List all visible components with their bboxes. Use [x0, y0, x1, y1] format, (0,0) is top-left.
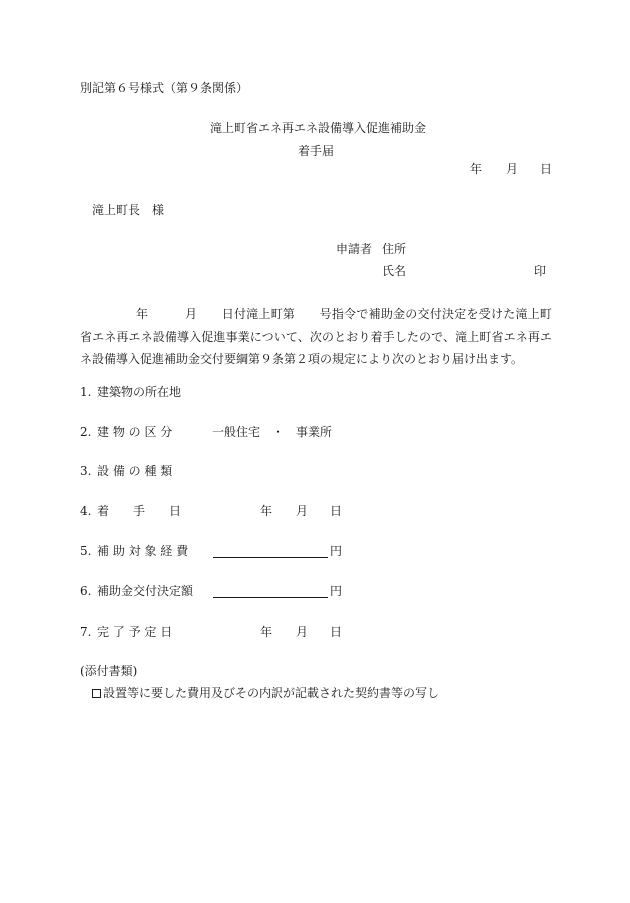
- seal-mark: 印: [534, 264, 547, 278]
- item-label-building-type: 建 物 の 区 分: [97, 425, 173, 439]
- body-month: 月: [184, 307, 198, 321]
- item-label-completion-date: 完 了 予 定 日: [97, 625, 173, 639]
- grant-amount-unit: 円: [330, 584, 343, 598]
- eligible-cost-blank: [213, 557, 328, 558]
- body-year: 年: [136, 307, 149, 321]
- start-date-day: 日: [330, 504, 343, 518]
- building-type-options: 一般住宅 ・ 事業所: [212, 425, 333, 439]
- body-paragraph: [80, 303, 552, 371]
- document-title: 滝上町省エネ再エネ設備導入促進補助金: [210, 121, 427, 135]
- item-number: 4.: [80, 504, 92, 518]
- eligible-cost-unit: 円: [330, 544, 343, 558]
- attachment-item: [92, 687, 439, 699]
- grant-amount-blank: [213, 597, 328, 598]
- item-number: 6.: [80, 584, 92, 598]
- item-label-eligible-cost: 補 助 対 象 経 費: [97, 544, 189, 558]
- applicant-name-label: 氏名: [382, 264, 407, 278]
- item-number: 7.: [80, 625, 92, 639]
- date-month: 月: [506, 162, 519, 176]
- item-label-equipment-type: 設 備 の 種 類: [97, 464, 173, 478]
- item-label-location: 建築物の所在地: [97, 385, 182, 399]
- attachment-item-text: 設置等に要した費用及びその内訳が記載された契約書等の写し: [103, 686, 440, 700]
- applicant-address-label: 住所: [382, 242, 407, 256]
- addressee: 滝上町長 様: [92, 203, 165, 217]
- item-number: 2.: [80, 425, 92, 439]
- item-number: 5.: [80, 544, 92, 558]
- start-date-year: 年: [260, 504, 273, 518]
- item-number: 3.: [80, 464, 92, 478]
- completion-date-year: 年: [260, 625, 273, 639]
- start-date-month: 月: [296, 504, 309, 518]
- attachments-heading: (添付書類): [80, 664, 138, 678]
- form-number: 別記第６号様式（第９条関係）: [80, 81, 249, 95]
- applicant-label: 申請者: [336, 242, 373, 256]
- attachment-checkbox[interactable]: [92, 689, 101, 698]
- item-number: 1.: [80, 385, 92, 399]
- document-subtitle: 着手届: [298, 144, 335, 158]
- date-year: 年: [470, 162, 483, 176]
- completion-date-month: 月: [296, 625, 309, 639]
- item-label-grant-amount: 補助金交付決定額: [97, 584, 194, 598]
- body-text: 号指令で補助金の交付決定を受けた滝上町省エネ再エネ設備導入促進事業について、次のとおり着手したので、滝上町省エネ再エネ設備導入促進補助金交付要綱第９条第２項の規定により次のとおり届け出ます。: [80, 307, 552, 366]
- body-date-prefix: 日付滝上町第: [221, 307, 296, 321]
- item-label-start-date: 着 手 日: [97, 504, 182, 518]
- date-day: 日: [540, 162, 553, 176]
- completion-date-day: 日: [330, 625, 343, 639]
